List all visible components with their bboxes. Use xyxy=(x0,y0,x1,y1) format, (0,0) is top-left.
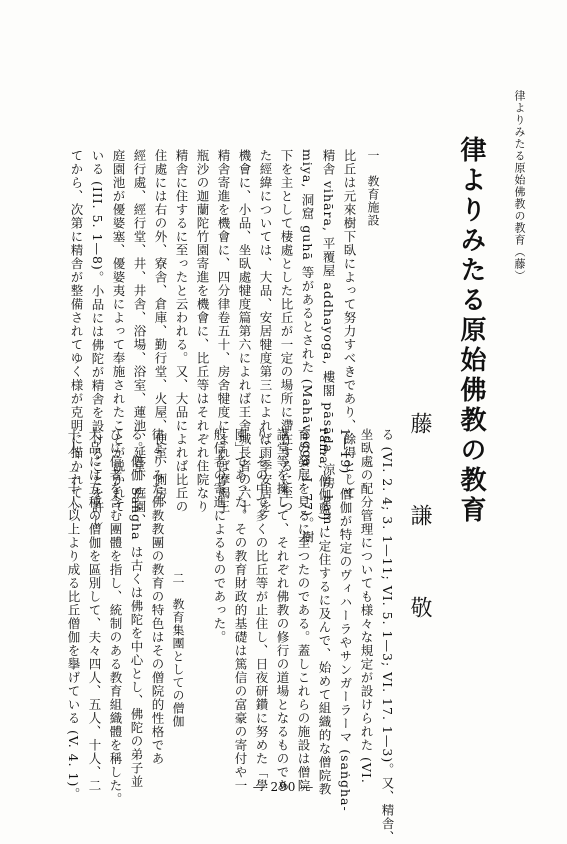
text-line: 瓶沙の迦蘭陀竹園寄進を機會に、比丘等はそれぞれ住院なり xyxy=(195,149,210,514)
text-line: た經緯については、大品、安居犍度第三によれば雨季安居を xyxy=(258,149,273,514)
text-line: 精舎 vihāra, 平覆屋 addhayoga, 樓閣 pāsāda, 涼房 ham- xyxy=(321,149,336,531)
text-line: 精舎寄進を機會に、四分律卷五十、房舍犍度によれば摩竭王 xyxy=(216,149,231,514)
author-name: 藤 謙 敬 xyxy=(407,412,432,642)
text-line: る (VI. 2. 4; 3. 1—11; VI. 5. 1—3; VI. 17. 1—3)。又、精舎、 xyxy=(380,428,395,844)
text-line: 下を主として棲處とした比丘が一定の場所に滯在するに至つ xyxy=(279,149,294,514)
text-line: 十人、二十人以上より成る比丘僧伽を擧げている (V. 4. 1)。 xyxy=(66,428,81,801)
page-number: — 290 — xyxy=(252,780,315,794)
text-line: 精舎に住するに至ったと云われる。又、大品によれば比丘の xyxy=(174,149,189,514)
text-line: 庭園池が優婆塞、優婆夷によって奉施されたことが説かれて xyxy=(111,149,126,514)
text-line: 講堂等を擁して、それぞれ佛教の修行の道場となるものであ xyxy=(275,428,290,793)
text-line: 機會に、小品、坐臥處犍度篇第六によれば王舍城長者の六十 xyxy=(237,149,252,514)
text-line: てから、次第に精舎が整備されてゆく様が克明に描かれてい xyxy=(69,149,84,514)
text-line: 經行處、經行堂、井、井舎、浴場、浴室、蓮池、延堂、庭園、 xyxy=(132,149,147,527)
text-line: 大品には五種の僧伽を區別して、夫々四人、五人、十人、二 xyxy=(87,428,102,793)
text-line: 園」であった。その教育財政的基礎は篤信の富豪の寄付や一 xyxy=(233,428,248,793)
running-header: 律よりみたる原始佛教の教育（藤） xyxy=(513,90,526,282)
text-line: 育の發展を見るに至つたのである。蓋しこれらの施設は僧院 xyxy=(296,428,311,793)
text-line: 比丘は元來樹下臥によって努力すべきであり、餘得として xyxy=(342,149,357,500)
text-line: 坐臥處の配分管理についても様々な規定が設けられた (VI. xyxy=(359,428,374,784)
text-line: いる (III. 5. 1—8)。小品には佛陀が精舎を設けることを許し xyxy=(90,149,105,528)
text-line: 住處には右の外、寮舎、倉庫、勤行堂、火屋、便室、厠房、 xyxy=(153,149,168,514)
text-line: り、その中で多くの比丘等が止住し、日夜研鑽に努めた「學 xyxy=(254,428,269,793)
section-1-heading: 一 教育施設 xyxy=(366,149,380,227)
text-line: びに信者を含む團體を指し、統制のある教育組織體を稱した。 xyxy=(108,428,123,806)
section-2-body xyxy=(66,428,168,806)
text-line: 律よりみた佛教教團の教育の特色はその僧院的性格であ xyxy=(150,428,165,766)
text-line: 般信者の寄進によるものであった。 xyxy=(212,428,227,644)
text-line: rāma, 僧伽藍) に定住するに及んで、始めて組織的な僧院教 xyxy=(317,428,332,797)
text-line: miya, 洞窟 guhā 等があるとされた (Mahāvagga, I. 77)。樹 xyxy=(300,149,315,545)
section-2-heading: 二 教育集團としての僧伽 xyxy=(171,572,185,728)
article-title: 律よりみたる原始佛教の教育 xyxy=(456,136,486,526)
text-line: 1—19)。僧伽が特定のヴィハーラやサンガーラーマ (saṅgha- xyxy=(338,428,353,812)
text-line: る。僧伽 Saṅgha は古くは佛陀を中心とし、佛陀の弟子並 xyxy=(129,428,144,789)
